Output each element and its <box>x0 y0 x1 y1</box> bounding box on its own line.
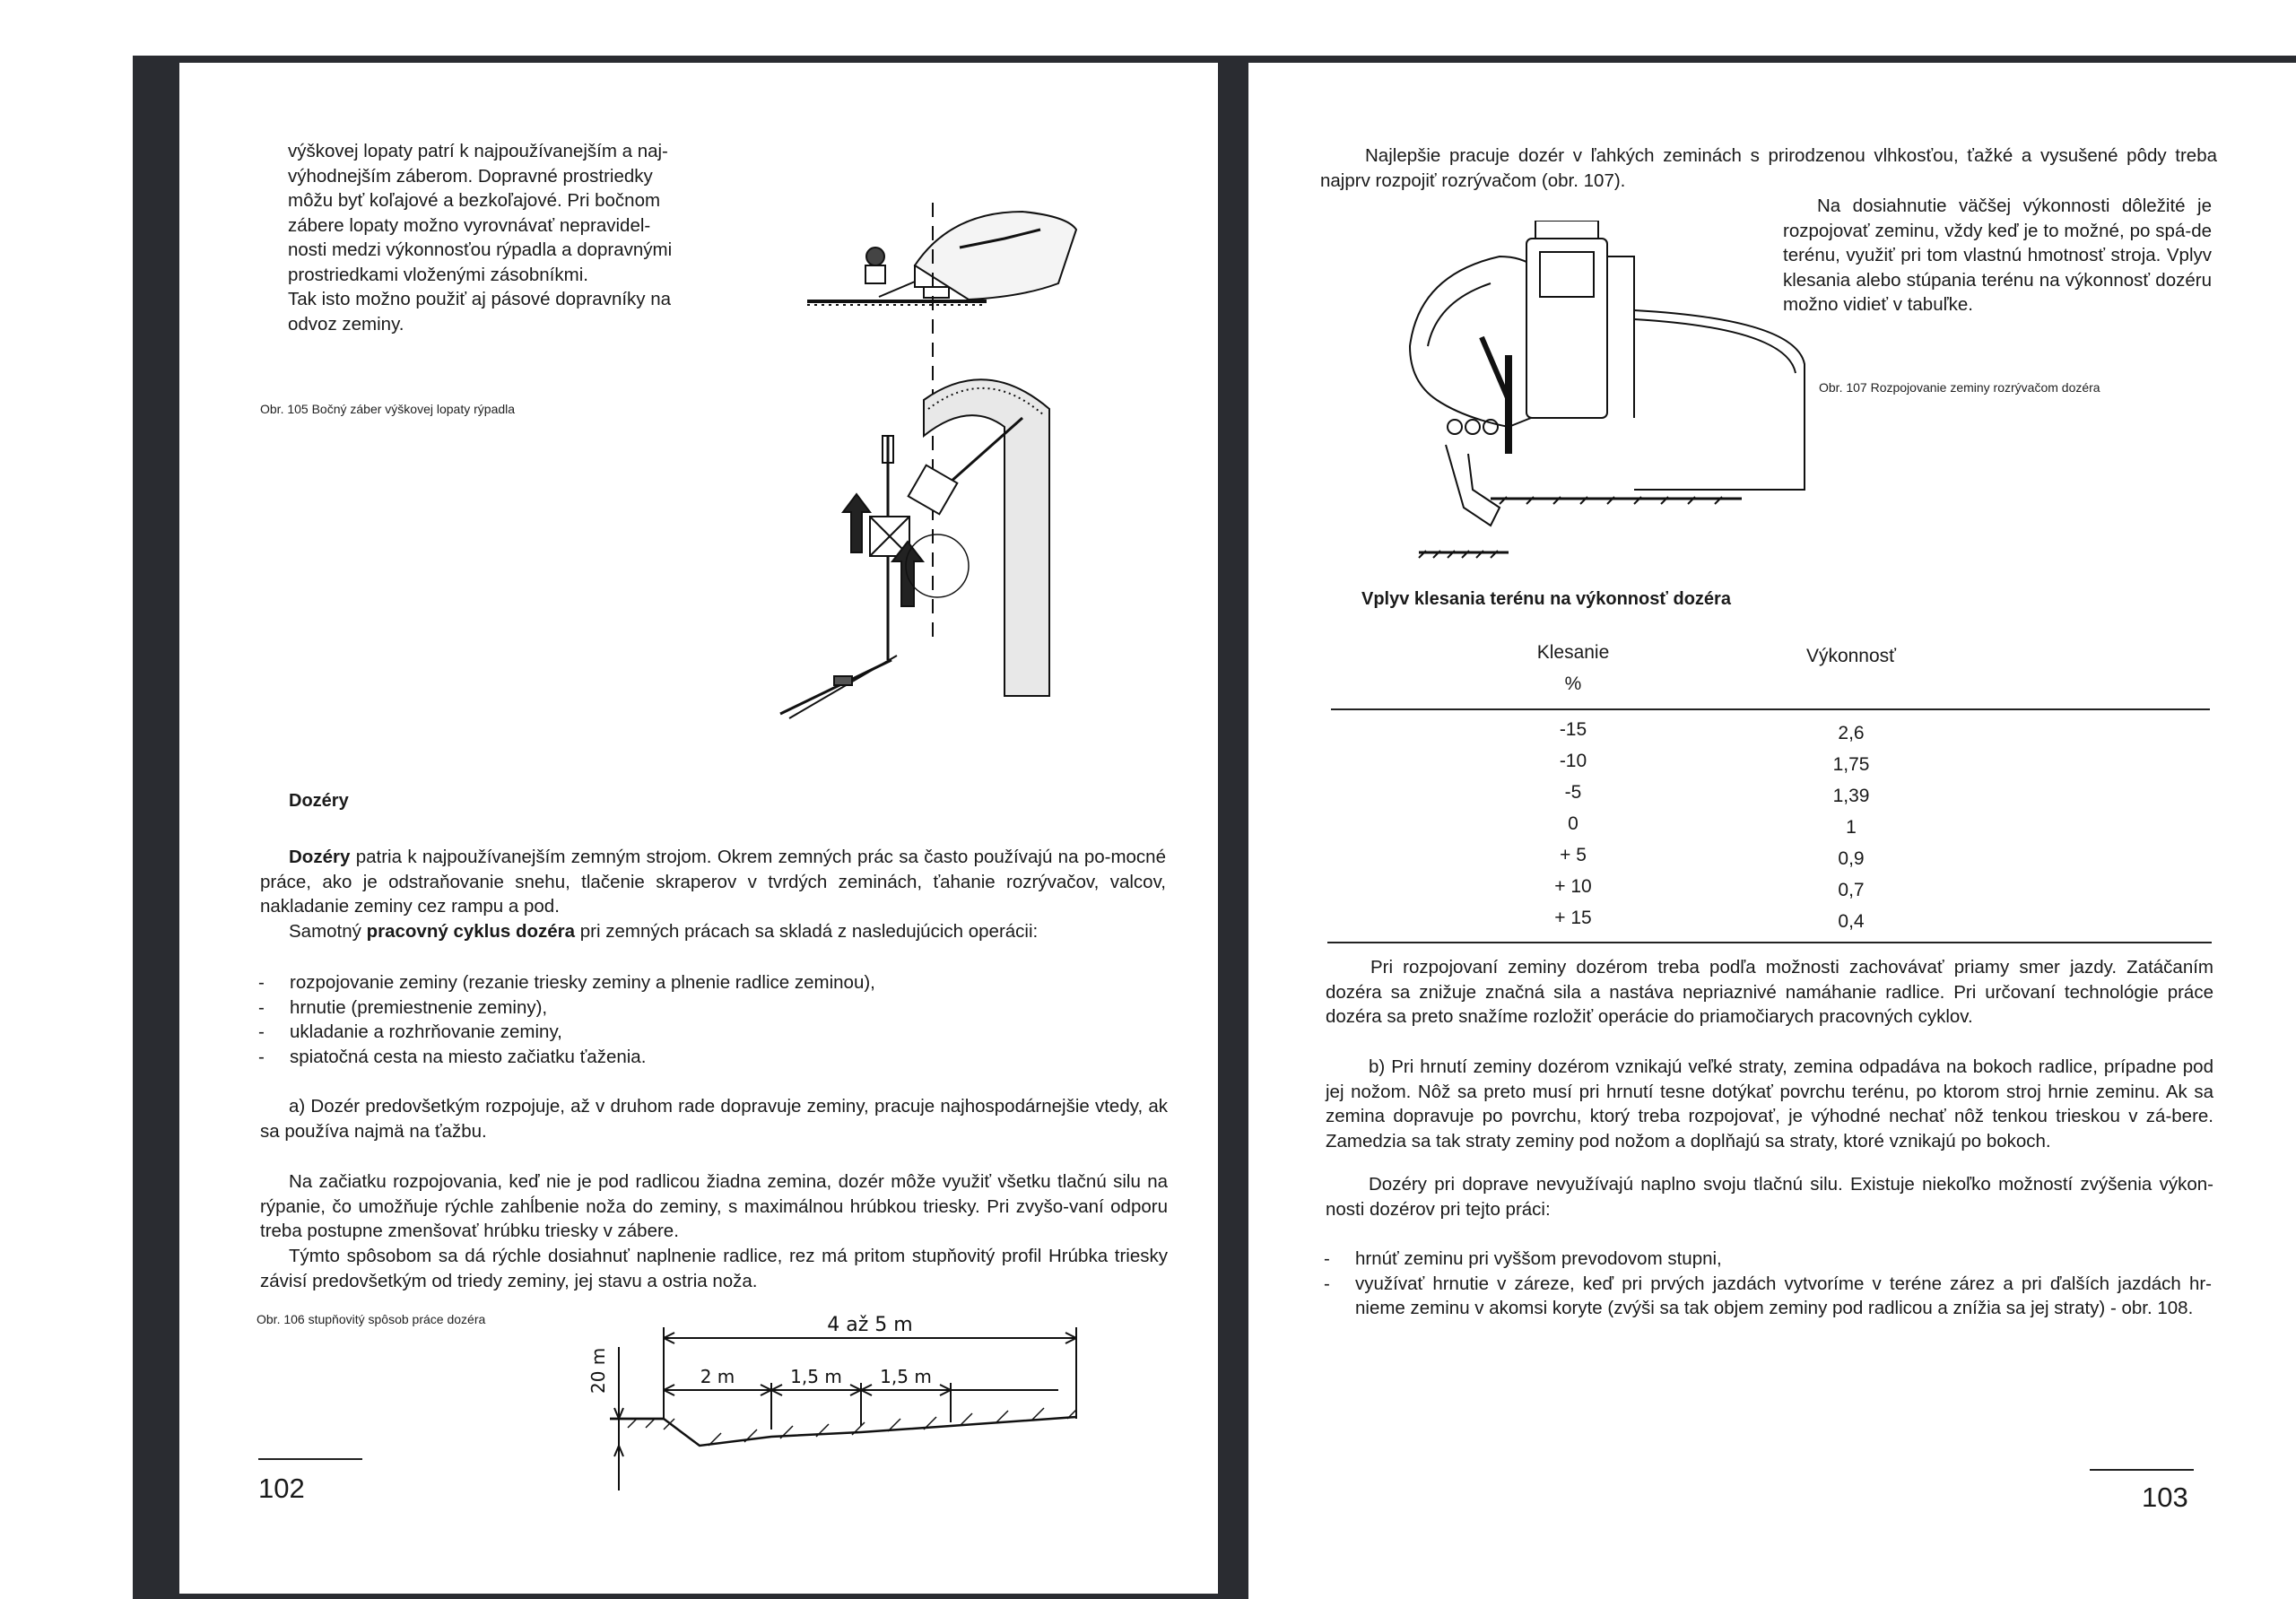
table-cell: 1 <box>1846 817 1857 838</box>
para-text: Samotný <box>289 921 367 942</box>
left-page <box>179 63 1218 1594</box>
header-unit: % <box>1564 673 1582 694</box>
table-cell: + 15 <box>1554 908 1592 928</box>
table-cell: -10 <box>1559 751 1587 771</box>
para-c-right: Dozéry pri doprave nevyužívajú naplno svoju tlačnú silu. Existuje niekoľko možností zvýšenia výkon-nosti dozérov pri tejto práci: <box>1326 1174 2213 1220</box>
table-cell: 1,39 <box>1832 786 1870 806</box>
table-cell: 2,6 <box>1838 723 1865 743</box>
table-cell: -15 <box>1559 719 1587 740</box>
intro-line: Tak isto možno použiť aj pásové dopravníky na <box>288 289 672 309</box>
para-a: a) Dozér predovšetkým rozpojuje, až v druhom rade dopravuje zeminy, pracuje najhospodárnejšie vtedy, ak sa používa najmä na ťažbu. <box>260 1096 1168 1142</box>
column-klesanie <box>1510 714 1636 934</box>
table-cell: + 5 <box>1560 845 1587 865</box>
list-item: - ukladanie a rozhrňovanie zeminy, <box>258 1020 1155 1045</box>
side-paragraph: Na dosiahnutie väčšej výkonnosti dôležité je rozpojovať zeminu, vždy keď je to možné, po spá-de terénu, využiť pri tom vlastnú hmotnosť stroja. Vplyv klesania alebo stúpania terénu na výkonnosť dozéru možno vidieť v tabuľke. <box>1783 196 2212 315</box>
fig106-step-profile-diagram <box>574 1311 1139 1499</box>
table-cell: 0,7 <box>1838 880 1865 900</box>
dim-seg3: 1,5 m <box>880 1366 932 1387</box>
intro-line: zábere lopaty možno vyrovnávať nepravidel- <box>288 214 651 236</box>
table-rule-bottom <box>1327 942 2212 943</box>
table-rule-top <box>1331 708 2210 710</box>
list-item: - hrnúť zeminu pri vyššom prevodovom stupni, <box>1324 1247 2212 1272</box>
operations-list <box>258 970 1155 1069</box>
para-cycle <box>289 919 1168 944</box>
table-cell: -5 <box>1564 782 1582 803</box>
header-vykonnost: Výkonnosť <box>1805 646 1897 666</box>
dim-seg1: 2 m <box>700 1366 735 1387</box>
page-number-rule <box>2090 1469 2194 1471</box>
fig105-caption: Obr. 105 Bočný záber výškovej lopaty rýpadla <box>260 402 516 416</box>
table-header-vykonnost <box>1770 640 1932 672</box>
para-dozery <box>260 845 1166 919</box>
intro-line: výškovej lopaty patrí k najpoužívanejším a naj- <box>288 141 668 161</box>
intro-text: Najlepšie pracuje dozér v ľahkých zeminách s prirodzenou vlhkosťou, ťažké a vysušené pôdy treba najprv rozpojiť rozrývačom (obr. 107). <box>1320 145 2217 191</box>
intro-line: odvoz zeminy. <box>288 313 404 335</box>
intro-line: výhodnejším záberom. Dopravné prostriedky <box>288 165 653 187</box>
table-cell: 0,9 <box>1838 848 1865 869</box>
dim-seg2: 1,5 m <box>790 1366 842 1387</box>
bold-term: pracovný cyklus dozéra <box>366 921 576 942</box>
para-text: pri zemných prácach sa skladá z nasledujúcich operácii: <box>575 921 1039 942</box>
dim-total: 4 až 5 m <box>827 1314 913 1336</box>
table-header-klesanie <box>1510 637 1636 700</box>
fig107-caption: Obr. 107 Rozpojovanie zeminy rozrývačom dozéra <box>1819 380 2100 395</box>
dim-depth: 20 m <box>587 1347 609 1394</box>
table-cell: 1,75 <box>1832 754 1870 775</box>
page-number-rule <box>258 1458 362 1460</box>
fig107-dozer-ripper-diagram <box>1401 221 1849 579</box>
intro-line: prostriedkami vloženými zásobníkmi. <box>288 264 588 285</box>
column-vykonnost <box>1779 717 1923 937</box>
intro-line: nosti medzi výkonnosťou rýpadla a dopravnými <box>288 239 673 260</box>
list-item: - spiatočná cesta na miesto začiatku ťaženia. <box>258 1045 1155 1070</box>
options-list <box>1324 1247 2212 1321</box>
table-cell: 0 <box>1568 813 1578 834</box>
fig105-excavator-diagram <box>700 140 1292 741</box>
intro-text <box>288 139 689 336</box>
right-page <box>1248 63 2296 1599</box>
para-after-table: Pri rozpojovaní zeminy dozérom treba podľa možnosti zachovávať priamy smer jazdy. Zatáčaním dozéra sa znižuje značná sila a nastáva nepriaznivé namáhanie radlice. Pri určovaní technológie práce dozéra sa preto snažíme rozložiť operácie do priamočiarych pracovných cyklov. <box>1326 957 2213 1027</box>
para-b-right: b) Pri hrnutí zeminy dozérom vznikajú veľké straty, zemina odpadáva na bokoch radlice, prípadne pod jej nožom. Nôž sa preto musí pri hrnutí tesne dotýkať povrchu terénu, po ktorom stroj hrnie zeminu. Ak sa zemina dopravuje po povrchu, ktorý treba rozpojovať, je výhodné nechať nôž tenkou trieskou v zá-bere. Zamedzia sa tak straty zeminy pod nožom a doplňajú sa straty, ktoré vznikajú po bokoch. <box>1326 1056 2213 1151</box>
list-item: - využívať hrnutie v zárezе, keď pri prvých jazdách vytvoríme v teréne zárez a pri ďalších jazdách hr-nieme zeminu v akomsi koryte (zvýši sa tak objem zeminy pod radlicou a znížia sa jej straty) - obr. 108. <box>1324 1272 2212 1321</box>
para-text: patria k najpoužívanejším zemným strojom. Okrem zemných prác sa často používajú na po-mocné práce, ako je odstraňovanie snehu, tlačenie skraperov v tvrdých zeminách, ťahanie rozrývačov, valcov, nakladanie zeminy cez rampu a pod. <box>260 847 1166 917</box>
section-heading: Dozéry <box>289 791 349 811</box>
header-klesanie: Klesanie <box>1536 642 1610 663</box>
intro-line: môžu byť koľajové a bezkoľajové. Pri bočnom <box>288 190 661 211</box>
list-item: - rozpojovanie zeminy (rezanie triesky zeminy a plnenie radlice zeminou), <box>258 970 1155 995</box>
bold-term: Dozéry <box>289 847 351 867</box>
table-cell: + 10 <box>1554 876 1592 897</box>
page-number: 103 <box>2142 1482 2188 1513</box>
list-item: - hrnutie (premiestnenie zeminy), <box>258 995 1155 1021</box>
para-c: Týmto spôsobom sa dá rýchle dosiahnuť naplnenie radlice, rez má pritom stupňovitý profil Hrúbka triesky závisí predovšetkým od triedy zeminy, jej stavu a ostria noža. <box>260 1246 1168 1291</box>
para-b: Na začiatku rozpojovania, keď nie je pod radlicou žiadna zemina, dozér môže využiť všetku tlačnú silu na rýpanie, čo umožňuje rýchle zahĺbenie noža do zeminy, s maximálnou hrúbkou triesky. Pri zvyšo-vaní odporu treba postupne zmenšovať hrúbku triesky v zábere. <box>260 1171 1168 1241</box>
table-cell: 0,4 <box>1838 911 1865 932</box>
page-number: 102 <box>258 1473 305 1504</box>
table-title: Vplyv klesania terénu na výkonnosť dozéra <box>1361 589 1731 609</box>
fig106-caption: Obr. 106 stupňovitý spôsob práce dozéra <box>257 1312 486 1326</box>
